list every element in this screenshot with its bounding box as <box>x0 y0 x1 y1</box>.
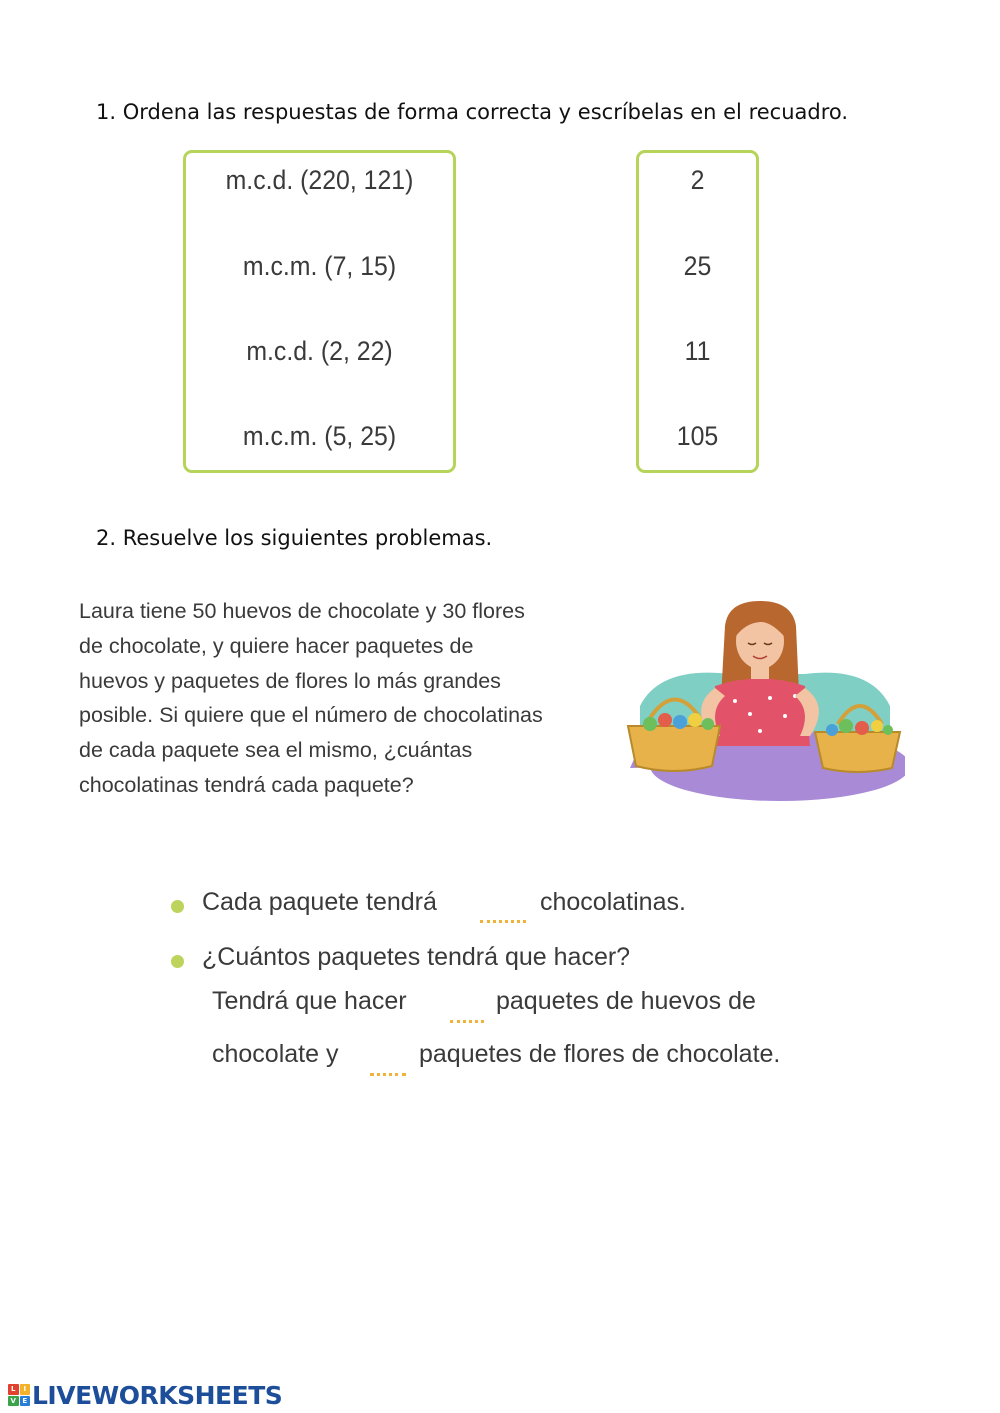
answer-item[interactable]: 105 <box>676 421 719 451</box>
operation-item: m.c.m. (5, 25) <box>242 421 397 451</box>
problem-line: de chocolate, y quiere hacer paquetes de <box>79 633 474 658</box>
operations-box <box>183 150 456 473</box>
problem-line: huevos y paquetes de flores lo más grandes <box>79 668 501 693</box>
problem-line: de cada paquete sea el mismo, ¿cuántas <box>79 738 473 763</box>
answer-item[interactable]: 25 <box>683 251 712 281</box>
q1-text-after: chocolatinas. <box>540 888 686 916</box>
q2-line2-before: chocolate y <box>212 1040 339 1068</box>
problem-line: Laura tiene 50 huevos de chocolate y 30 flores <box>79 599 525 623</box>
exercise1-title: 1. Ordena las respuestas de forma correcta y escríbelas en el recuadro. <box>96 100 849 124</box>
bullet-icon <box>171 900 184 913</box>
problem-text <box>79 594 619 803</box>
q2-line1-before: Tendrá que hacer <box>212 987 407 1015</box>
bullet-icon <box>171 955 184 968</box>
q2-line2-after: paquetes de flores de chocolate. <box>419 1040 781 1068</box>
blank-underline <box>450 1020 484 1023</box>
q2-line1-after: paquetes de huevos de <box>496 987 756 1015</box>
answers-box[interactable] <box>636 150 759 473</box>
operation-item: m.c.m. (7, 15) <box>242 251 397 281</box>
liveworksheets-logo[interactable] <box>8 1381 282 1409</box>
q2-question: ¿Cuántos paquetes tendrá que hacer? <box>202 943 631 971</box>
blank-underline <box>370 1073 406 1076</box>
answer-item[interactable]: 11 <box>684 336 711 366</box>
answer-item[interactable]: 2 <box>690 165 705 195</box>
operation-item: m.c.d. (2, 22) <box>246 336 393 366</box>
blank-input-flower-packets[interactable] <box>368 1043 408 1073</box>
girl-with-baskets-illustration <box>620 596 905 806</box>
exercise2-title: 2. Resuelve los siguientes problemas. <box>96 526 493 550</box>
logo-mark-icon: L I V E <box>8 1384 30 1406</box>
blank-underline <box>480 920 526 923</box>
blank-input-egg-packets[interactable] <box>448 990 486 1020</box>
operation-item: m.c.d. (220, 121) <box>225 165 414 195</box>
blank-input-packet-size[interactable] <box>478 890 526 920</box>
problem-line: chocolatinas tendrá cada paquete? <box>79 772 414 797</box>
q1-text-before: Cada paquete tendrá <box>202 888 437 916</box>
brand-name: LIVEWORKSHEETS <box>32 1380 283 1410</box>
problem-line: posible. Si quiere que el número de chocolatinas <box>79 703 543 728</box>
